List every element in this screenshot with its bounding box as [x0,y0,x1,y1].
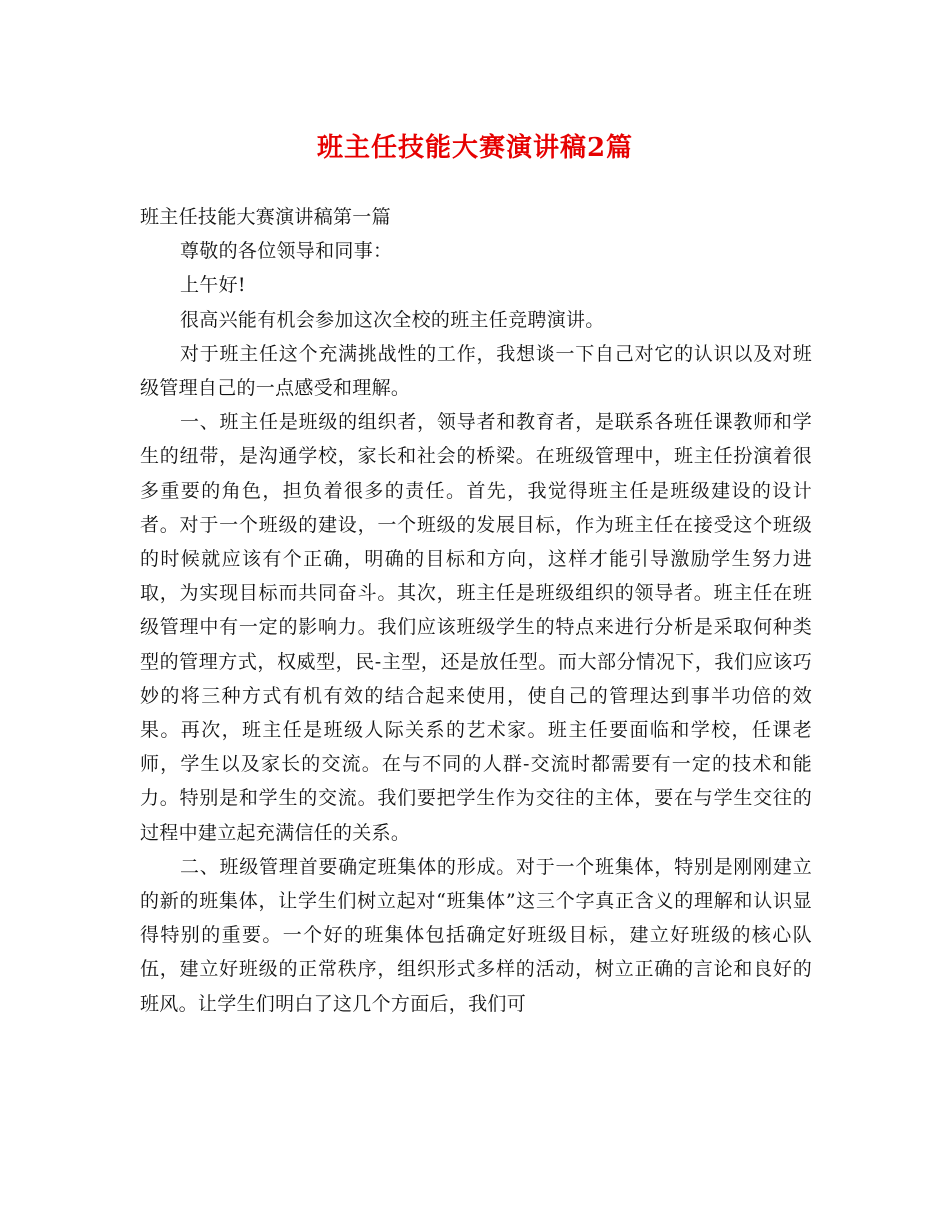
section-heading: 班主任技能大赛演讲稿第一篇 [140,206,391,228]
body-paragraph: 对于班主任这个充满挑战性的工作，我想谈一下自己对它的认识以及对班级管理自己的一点感受和理解。 [140,342,812,400]
body-paragraph: 一、班主任是班级的组织者，领导者和教育者，是联系各班任课教师和学生的纽带，是沟通学校，家长和社会的桥梁。在班级管理中，班主任扮演着很多重要的角色，担负着很多的责任。首先，我觉得班主任是班级建设的设计者。对于一个班级的建设，一个班级的发展目标，作为班主任在接受这个班级的时候就应该有个正确，明确的目标和方向，这样才能引导激励学生努力进取，为实现目标而共同奋斗。其次，班主任是班级组织的领导者。班主任在班级管理中有一定的影响力。我们应该班级学生的特点来进行分析是采取何种类型的管理方式，权威型，民-主型，还是放任型。而大部分情况下，我们应该巧妙的将三种方式有机有效的结合起来使用，使自己的管理达到事半功倍的效果。再次，班主任是班级人际关系的艺术家。班主任要面临和学校，任课老师，学生以及家长的交流。在与不同的人群-交流时都需要有一定的技术和能力。特别是和学生的交流。我们要把学生作为交往的主体，要在与学生交往的过程中建立起充满信任的关系。 [140,411,812,844]
document-body [140,200,812,1021]
body-paragraph: 很高兴能有机会参加这次全校的班主任竞聘演讲。 [180,308,605,331]
document-title: 班主任技能大赛演讲稿2篇 [316,133,634,163]
greeting: 上午好! [180,274,246,297]
salutation: 尊敬的各位领导和同事： [180,240,393,263]
body-paragraph: 二、班级管理首要确定班集体的形成。对于一个班集体，特别是刚刚建立的新的班集体，让学生们树立起对“班集体”这三个字真正含义的理解和认识显得特别的重要。一个好的班集体包括确定好班级目标，建立好班级的核心队伍，建立好班级的正常秩序，组织形式多样的活动，树立正确的言论和良好的班风。让学生们明白了这几个方面后，我们可 [140,855,812,1015]
